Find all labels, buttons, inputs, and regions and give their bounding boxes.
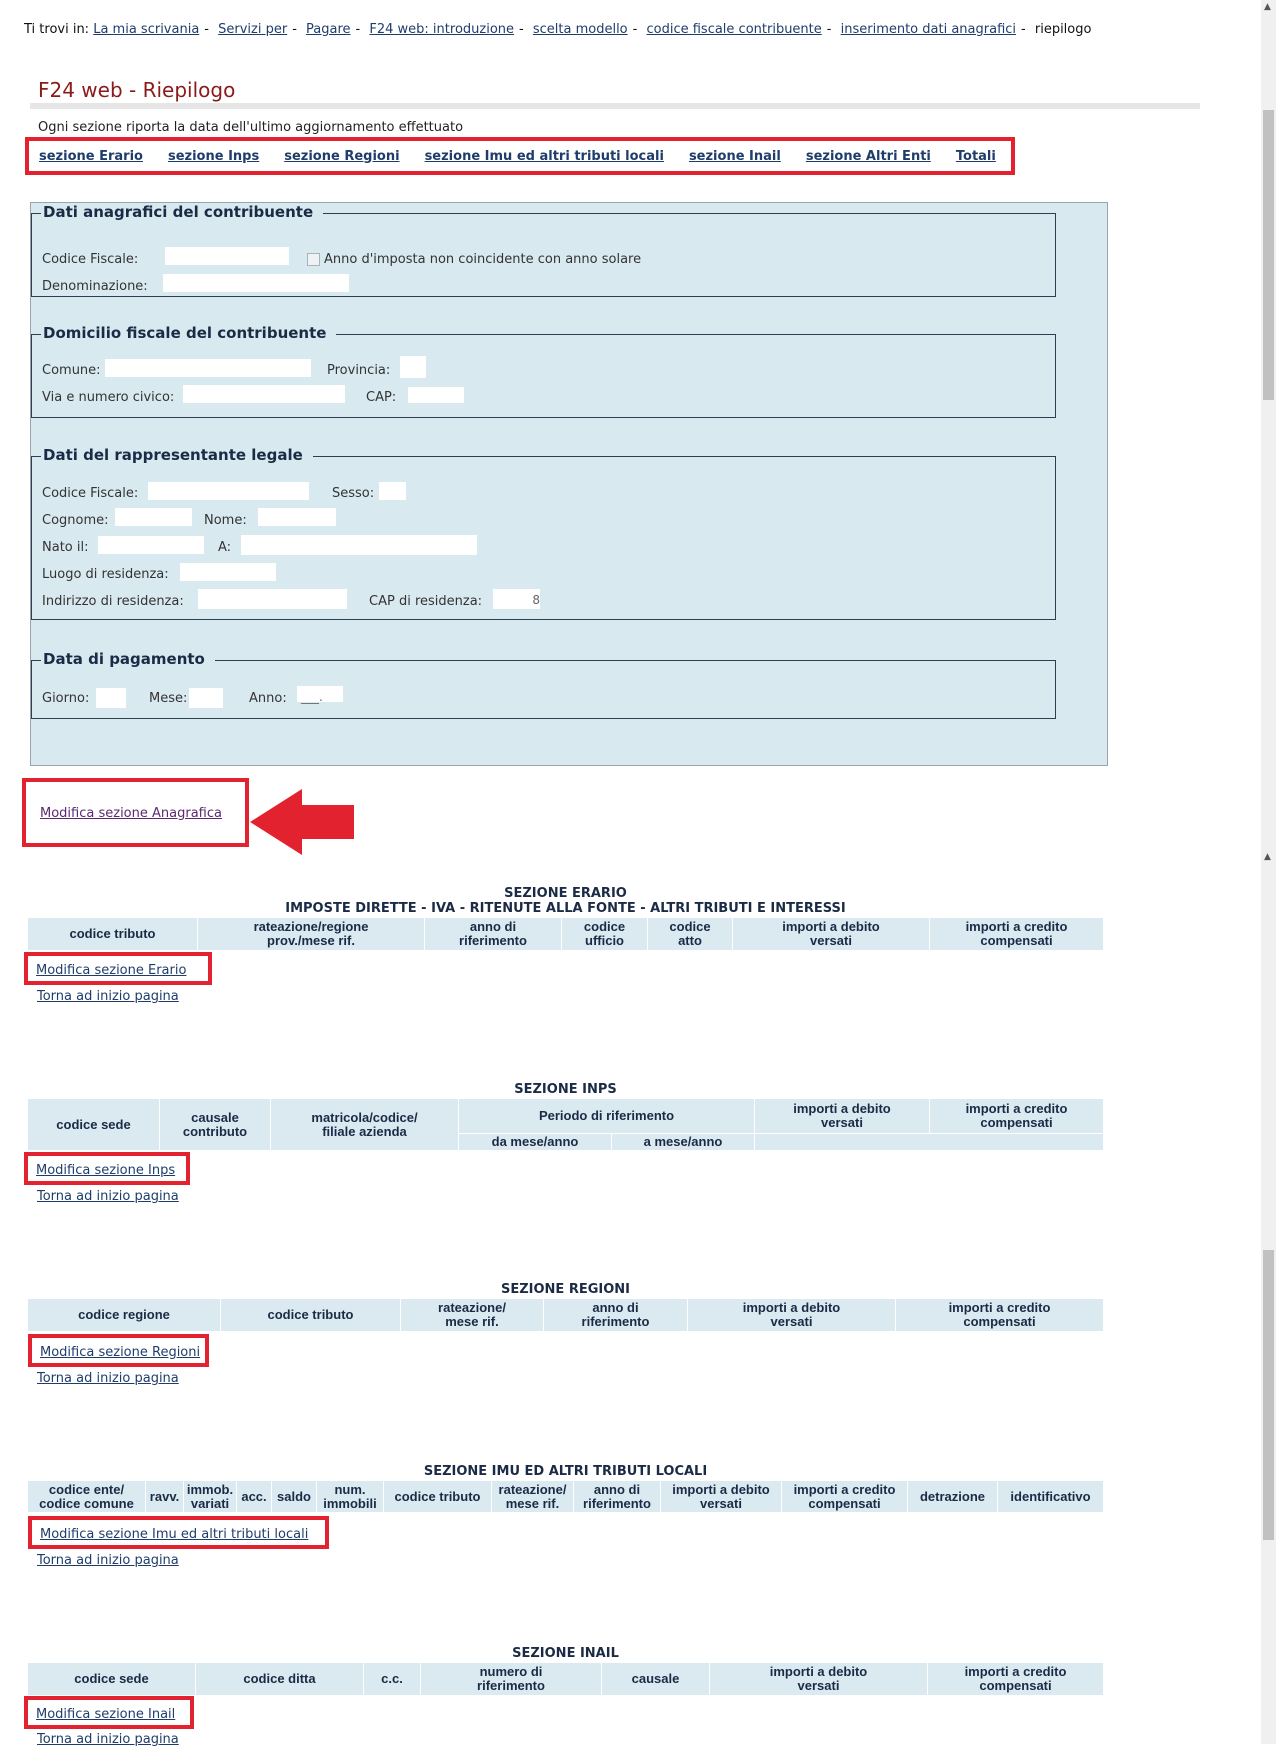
field-luogo-residenza — [180, 563, 276, 581]
field-sesso — [379, 482, 406, 500]
imu-col-anno: anno di riferimento — [574, 1481, 661, 1513]
breadcrumb-link-pagare[interactable]: Pagare — [306, 22, 351, 37]
nav-link-inps[interactable]: sezione Inps — [167, 148, 260, 164]
modify-regioni-highlight — [28, 1334, 209, 1367]
erario-col-rateazione: rateazione/regione prov./mese rif. — [198, 918, 425, 951]
imu-col-saldo: saldo — [272, 1481, 317, 1513]
inps-table — [27, 1098, 1104, 1151]
regioni-col-codice-regione: codice regione — [28, 1299, 221, 1332]
imu-col-credito: importi a credito compensati — [782, 1481, 908, 1513]
anagrafica-panel — [30, 202, 1108, 766]
title-divider — [30, 103, 1200, 109]
back-to-top-regioni-link[interactable]: Torna ad inizio pagina — [37, 1371, 179, 1386]
label-cap-residenza: CAP di residenza: — [369, 594, 483, 609]
erario-col-debito: importi a debito versati — [733, 918, 930, 951]
nav-link-totali[interactable]: Totali — [955, 148, 996, 164]
modify-regioni-link[interactable]: Modifica sezione Regioni — [40, 1345, 201, 1360]
modify-imu-link[interactable]: Modifica sezione Imu ed altri tributi locali — [40, 1527, 309, 1542]
modify-anagrafica-highlight — [22, 778, 249, 847]
scroll-thumb-2[interactable] — [1263, 1250, 1274, 1540]
erario-col-ufficio: codice ufficio — [562, 918, 648, 951]
anno-value: ___. — [301, 690, 323, 704]
regioni-col-rateazione: rateazione/ mese rif. — [401, 1299, 544, 1332]
label-comune: Comune: — [42, 363, 101, 378]
label-rapp-codice-fiscale: Codice Fiscale: — [42, 486, 139, 501]
section-nav — [25, 137, 1015, 175]
breadcrumb-link-scrivania[interactable]: La mia scrivania — [93, 22, 200, 37]
breadcrumb: Ti trovi in: La mia scrivania - Servizi per - Pagare - F24 web: introduzione - scelta modello - codice fiscale contribuente - inserimento dati anagrafici - riepilogo — [24, 22, 1092, 37]
page-title: F24 web - Riepilogo — [38, 78, 236, 102]
imu-col-rateazione: rateazione/ mese rif. — [492, 1481, 574, 1513]
label-nato-il: Nato il: — [42, 540, 89, 555]
fieldset-domicilio — [31, 324, 1056, 418]
imu-header-row — [28, 1481, 1104, 1513]
field-cap — [408, 387, 464, 403]
imu-col-ravv: ravv. — [146, 1481, 184, 1513]
scroll-thumb[interactable] — [1263, 110, 1274, 400]
inps-col-periodo: Periodo di riferimento — [459, 1099, 755, 1134]
fieldset-rappresentante — [31, 446, 1056, 620]
label-cognome: Cognome: — [42, 513, 109, 528]
label-anno-imposta: Anno d'imposta non coincidente con anno solare — [324, 252, 642, 267]
inps-col-da-mese: da mese/anno — [459, 1134, 612, 1151]
cap-residenza-value: 8 — [532, 593, 540, 607]
inps-title: SEZIONE INPS — [514, 1082, 617, 1097]
breadcrumb-link-servizi[interactable]: Servizi per — [218, 22, 288, 37]
field-luogo-nascita — [241, 535, 477, 555]
erario-col-atto: codice atto — [648, 918, 733, 951]
label-denominazione: Denominazione: — [42, 279, 148, 294]
breadcrumb-link-scelta-modello[interactable]: scelta modello — [532, 22, 628, 37]
breadcrumb-link-dati-anagrafici[interactable]: inserimento dati anagrafici — [840, 22, 1017, 37]
label-mese: Mese: — [149, 691, 188, 706]
inail-col-debito: importi a debito versati — [710, 1663, 928, 1696]
label-giorno: Giorno: — [42, 691, 90, 706]
inail-header-row — [28, 1663, 1104, 1696]
back-to-top-inps-link[interactable]: Torna ad inizio pagina — [37, 1189, 179, 1204]
back-to-top-imu-link[interactable]: Torna ad inizio pagina — [37, 1553, 179, 1568]
field-denominazione — [163, 274, 349, 292]
inps-col-a-mese: a mese/anno — [612, 1134, 755, 1151]
erario-header-row — [28, 918, 1104, 951]
label-luogo-nascita: A: — [218, 540, 232, 555]
inps-col-matricola: matricola/codice/ filiale azienda — [271, 1099, 459, 1151]
erario-col-codice-tributo: codice tributo — [28, 918, 198, 951]
modify-inail-link[interactable]: Modifica sezione Inail — [36, 1707, 176, 1722]
breadcrumb-prefix: Ti trovi in: — [24, 22, 90, 37]
nav-link-imu[interactable]: sezione Imu ed altri tributi locali — [424, 148, 664, 164]
label-anno: Anno: — [249, 691, 287, 706]
nav-link-altri-enti[interactable]: sezione Altri Enti — [805, 148, 931, 164]
inail-col-codice-sede: codice sede — [28, 1663, 196, 1696]
red-arrow-icon — [248, 787, 356, 857]
modify-erario-link[interactable]: Modifica sezione Erario — [36, 963, 187, 978]
imu-col-detrazione: detrazione — [908, 1481, 998, 1513]
label-codice-fiscale: Codice Fiscale: — [42, 252, 139, 267]
field-nato-il — [98, 536, 204, 554]
field-nome — [258, 508, 336, 526]
back-to-top-erario-link[interactable]: Torna ad inizio pagina — [37, 989, 179, 1004]
modify-inps-link[interactable]: Modifica sezione Inps — [36, 1163, 176, 1178]
field-provincia — [400, 356, 426, 378]
legend-rappresentante: Dati del rappresentante legale — [41, 446, 313, 464]
erario-table — [27, 917, 1104, 951]
field-mese — [189, 688, 223, 708]
imu-col-debito: importi a debito versati — [661, 1481, 782, 1513]
field-comune — [105, 359, 311, 377]
modify-inps-highlight — [24, 1152, 190, 1185]
imu-col-immob-variati: immob. variati — [184, 1481, 237, 1513]
back-to-top-inail-link[interactable]: Torna ad inizio pagina — [37, 1732, 179, 1747]
label-via: Via e numero civico: — [42, 390, 175, 405]
label-indirizzo-residenza: Indirizzo di residenza: — [42, 594, 184, 609]
field-via — [183, 385, 345, 403]
label-provincia: Provincia: — [327, 363, 391, 378]
scroll-up-icon-2[interactable]: ▲ — [1264, 852, 1271, 862]
imu-col-acc: acc. — [237, 1481, 272, 1513]
inps-col-debito: importi a debito versati — [755, 1099, 930, 1134]
erario-subtitle: IMPOSTE DIRETTE - IVA - RITENUTE ALLA FONTE - ALTRI TRIBUTI E INTERESSI — [285, 901, 846, 916]
regioni-header-row — [28, 1299, 1104, 1332]
inail-col-numero-riferimento: numero di riferimento — [421, 1663, 602, 1696]
field-cognome — [115, 508, 192, 526]
scroll-up-icon[interactable]: ▲ — [1264, 2, 1271, 12]
legend-data-pagamento: Data di pagamento — [41, 650, 215, 668]
update-note: Ogni sezione riporta la data dell'ultimo aggiornamento effettuato — [38, 120, 464, 135]
breadcrumb-current: riepilogo — [1034, 22, 1092, 37]
legend-dati-anagrafici: Dati anagrafici del contribuente — [41, 203, 323, 221]
field-rapp-codice-fiscale — [148, 482, 309, 500]
imu-col-codice-ente: codice ente/ codice comune — [28, 1481, 146, 1513]
erario-col-anno: anno di riferimento — [425, 918, 562, 951]
field-giorno — [96, 688, 126, 708]
field-anno — [297, 686, 343, 702]
imu-table — [27, 1480, 1104, 1513]
legend-domicilio: Domicilio fiscale del contribuente — [41, 324, 336, 342]
inail-col-causale: causale — [602, 1663, 710, 1696]
modify-imu-highlight — [28, 1516, 329, 1549]
modify-erario-highlight — [24, 952, 212, 985]
field-cap-residenza — [493, 589, 540, 609]
nav-link-inail[interactable]: sezione Inail — [688, 148, 781, 164]
inps-col-codice-sede: codice sede — [28, 1099, 160, 1151]
fieldset-data-pagamento — [31, 650, 1056, 719]
vertical-scrollbar[interactable] — [1261, 0, 1276, 1744]
regioni-col-anno: anno di riferimento — [544, 1299, 688, 1332]
inail-title: SEZIONE INAIL — [512, 1646, 619, 1661]
inail-table — [27, 1662, 1104, 1696]
nav-link-regioni[interactable]: sezione Regioni — [284, 148, 400, 164]
field-indirizzo-residenza — [198, 589, 347, 609]
inps-subheader-empty — [755, 1134, 1104, 1151]
imu-col-identificativo: identificativo — [998, 1481, 1104, 1513]
imu-title: SEZIONE IMU ED ALTRI TRIBUTI LOCALI — [423, 1464, 708, 1479]
checkbox-anno-imposta[interactable] — [307, 253, 320, 266]
imu-col-num-immobili: num. immobili — [317, 1481, 384, 1513]
regioni-table — [27, 1298, 1104, 1332]
regioni-title: SEZIONE REGIONI — [500, 1282, 630, 1297]
inail-col-cc: c.c. — [364, 1663, 421, 1696]
imu-col-codice-tributo: codice tributo — [384, 1481, 492, 1513]
modify-inail-highlight — [24, 1696, 194, 1729]
regioni-col-debito: importi a debito versati — [688, 1299, 896, 1332]
label-nome: Nome: — [204, 513, 247, 528]
label-cap: CAP: — [366, 390, 397, 405]
label-luogo-residenza: Luogo di residenza: — [42, 567, 169, 582]
erario-title: SEZIONE ERARIO — [504, 886, 627, 901]
inail-col-codice-ditta: codice ditta — [196, 1663, 364, 1696]
breadcrumb-link-codice-fiscale[interactable]: codice fiscale contribuente — [646, 22, 822, 37]
breadcrumb-link-f24-intro[interactable]: F24 web: introduzione — [369, 22, 515, 37]
modify-anagrafica-link[interactable]: Modifica sezione Anagrafica — [40, 806, 222, 821]
erario-col-credito: importi a credito compensati — [930, 918, 1104, 951]
inail-col-credito: importi a credito compensati — [928, 1663, 1104, 1696]
nav-link-erario[interactable]: sezione Erario — [39, 148, 143, 164]
inps-col-causale: causale contributo — [160, 1099, 271, 1151]
fieldset-dati-anagrafici — [31, 203, 1056, 297]
inps-col-credito: importi a credito compensati — [930, 1099, 1104, 1134]
regioni-col-credito: importi a credito compensati — [896, 1299, 1104, 1332]
label-sesso: Sesso: — [332, 486, 375, 501]
inps-header-row — [28, 1099, 1104, 1134]
field-codice-fiscale — [165, 247, 289, 265]
regioni-col-codice-tributo: codice tributo — [221, 1299, 401, 1332]
